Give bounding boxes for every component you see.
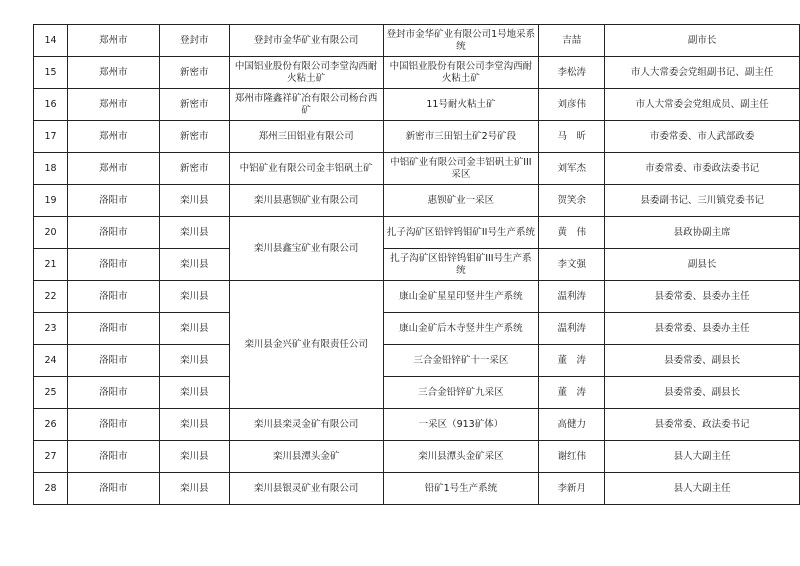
row-number: 17 — [34, 121, 68, 153]
official-name-cell: 谢红伟 — [539, 441, 605, 473]
official-name-cell: 贺笑余 — [539, 185, 605, 217]
county-cell: 栾川县 — [159, 249, 229, 281]
table-row — [34, 153, 800, 185]
official-title-cell: 市委常委、市人武部政委 — [605, 121, 800, 153]
row-number: 27 — [34, 441, 68, 473]
company-cell: 栾川县栾灵金矿有限公司 — [229, 409, 383, 441]
table-row — [34, 441, 800, 473]
table-row — [34, 377, 800, 409]
county-cell: 登封市 — [159, 25, 229, 57]
official-title-cell: 县委常委、副县长 — [605, 345, 800, 377]
row-number: 23 — [34, 313, 68, 345]
county-cell: 栾川县 — [159, 217, 229, 249]
row-number: 19 — [34, 185, 68, 217]
county-cell: 栾川县 — [159, 345, 229, 377]
assignment-table — [33, 24, 800, 505]
official-name-cell: 刘军杰 — [539, 153, 605, 185]
company-cell: 郑州市隆鑫祥矿冶有限公司杨台西矿 — [229, 89, 383, 121]
mine-cell: 三合金铅锌矿十一采区 — [383, 345, 539, 377]
official-title-cell: 市委常委、市委政法委书记 — [605, 153, 800, 185]
county-cell: 栾川县 — [159, 377, 229, 409]
city-cell: 洛阳市 — [67, 313, 159, 345]
city-cell: 洛阳市 — [67, 441, 159, 473]
row-number: 21 — [34, 249, 68, 281]
company-cell: 中铝矿业有限公司金丰铝矾土矿 — [229, 153, 383, 185]
table-row — [34, 25, 800, 57]
official-title-cell: 副县长 — [605, 249, 800, 281]
official-title-cell: 县委常委、副县长 — [605, 377, 800, 409]
company-cell: 郑州三田铝业有限公司 — [229, 121, 383, 153]
company-cell: 栾川县鑫宝矿业有限公司 — [229, 217, 383, 281]
table-row — [34, 281, 800, 313]
official-title-cell: 县委常委、政法委书记 — [605, 409, 800, 441]
mine-cell: 中国铝业股份有限公司李堂沟西耐火粘土矿 — [383, 57, 539, 89]
official-title-cell: 县人大副主任 — [605, 473, 800, 505]
official-title-cell: 县委常委、县委办主任 — [605, 281, 800, 313]
official-name-cell: 刘彦伟 — [539, 89, 605, 121]
county-cell: 栾川县 — [159, 185, 229, 217]
mine-cell: 惠钡矿业一采区 — [383, 185, 539, 217]
row-number: 28 — [34, 473, 68, 505]
official-title-cell: 市人大常委会党组成员、副主任 — [605, 89, 800, 121]
city-cell: 郑州市 — [67, 121, 159, 153]
city-cell: 郑州市 — [67, 153, 159, 185]
city-cell: 洛阳市 — [67, 473, 159, 505]
table-row — [34, 409, 800, 441]
company-cell: 栾川县惠钡矿业有限公司 — [229, 185, 383, 217]
table-row — [34, 345, 800, 377]
city-cell: 郑州市 — [67, 57, 159, 89]
row-number: 20 — [34, 217, 68, 249]
table-row — [34, 89, 800, 121]
official-name-cell: 温利涛 — [539, 281, 605, 313]
row-number: 14 — [34, 25, 68, 57]
mine-cell: 康山金矿后木寺竖井生产系统 — [383, 313, 539, 345]
mine-cell: 扎子沟矿区铅锌钨钼矿II号生产系统 — [383, 217, 539, 249]
county-cell: 栾川县 — [159, 473, 229, 505]
official-title-cell: 县委副书记、三川镇党委书记 — [605, 185, 800, 217]
row-number: 26 — [34, 409, 68, 441]
official-name-cell: 吉喆 — [539, 25, 605, 57]
row-number: 15 — [34, 57, 68, 89]
city-cell: 郑州市 — [67, 89, 159, 121]
official-name-cell: 高健力 — [539, 409, 605, 441]
official-name-cell: 董 涛 — [539, 377, 605, 409]
official-name-cell: 黄 伟 — [539, 217, 605, 249]
county-cell: 栾川县 — [159, 409, 229, 441]
table-row — [34, 185, 800, 217]
table-body — [34, 25, 800, 505]
official-title-cell: 县政协副主席 — [605, 217, 800, 249]
official-name-cell: 温利涛 — [539, 313, 605, 345]
city-cell: 郑州市 — [67, 25, 159, 57]
row-number: 18 — [34, 153, 68, 185]
table-row — [34, 313, 800, 345]
county-cell: 新密市 — [159, 57, 229, 89]
row-number: 25 — [34, 377, 68, 409]
official-title-cell: 县委常委、县委办主任 — [605, 313, 800, 345]
city-cell: 洛阳市 — [67, 345, 159, 377]
county-cell: 栾川县 — [159, 441, 229, 473]
table-row — [34, 249, 800, 281]
mine-cell: 11号耐火粘土矿 — [383, 89, 539, 121]
table-row — [34, 57, 800, 89]
mine-cell: 新密市三田铝土矿2号矿段 — [383, 121, 539, 153]
official-title-cell: 县人大副主任 — [605, 441, 800, 473]
table-row — [34, 121, 800, 153]
official-name-cell: 李新月 — [539, 473, 605, 505]
official-name-cell: 李文强 — [539, 249, 605, 281]
county-cell: 栾川县 — [159, 281, 229, 313]
city-cell: 洛阳市 — [67, 249, 159, 281]
city-cell: 洛阳市 — [67, 217, 159, 249]
city-cell: 洛阳市 — [67, 185, 159, 217]
county-cell: 新密市 — [159, 121, 229, 153]
table-row — [34, 217, 800, 249]
company-cell: 登封市金华矿业有限公司 — [229, 25, 383, 57]
row-number: 24 — [34, 345, 68, 377]
mine-cell: 登封市金华矿业有限公司1号地采系统 — [383, 25, 539, 57]
official-name-cell: 董 涛 — [539, 345, 605, 377]
official-name-cell: 李松涛 — [539, 57, 605, 89]
city-cell: 洛阳市 — [67, 409, 159, 441]
city-cell: 洛阳市 — [67, 281, 159, 313]
company-cell: 栾川县潭头金矿 — [229, 441, 383, 473]
mine-cell: 三合金铅锌矿九采区 — [383, 377, 539, 409]
mine-cell: 中铝矿业有限公司金丰铝矾土矿III采区 — [383, 153, 539, 185]
mine-cell: 铅矿1号生产系统 — [383, 473, 539, 505]
mine-cell: 康山金矿星星印竖井生产系统 — [383, 281, 539, 313]
row-number: 22 — [34, 281, 68, 313]
official-name-cell: 马 昕 — [539, 121, 605, 153]
company-cell: 栾川县金兴矿业有限责任公司 — [229, 281, 383, 409]
company-cell: 栾川县银灵矿业有限公司 — [229, 473, 383, 505]
county-cell: 新密市 — [159, 153, 229, 185]
mine-cell: 栾川县潭头金矿采区 — [383, 441, 539, 473]
company-cell: 中国铝业股份有限公司李堂沟西耐火粘土矿 — [229, 57, 383, 89]
table-row — [34, 473, 800, 505]
row-number: 16 — [34, 89, 68, 121]
mine-cell: 扎子沟矿区铅锌钨钼矿III号生产系统 — [383, 249, 539, 281]
county-cell: 栾川县 — [159, 313, 229, 345]
county-cell: 新密市 — [159, 89, 229, 121]
official-title-cell: 市人大常委会党组副书记、副主任 — [605, 57, 800, 89]
city-cell: 洛阳市 — [67, 377, 159, 409]
official-title-cell: 副市长 — [605, 25, 800, 57]
mine-cell: 一采区（913矿体） — [383, 409, 539, 441]
